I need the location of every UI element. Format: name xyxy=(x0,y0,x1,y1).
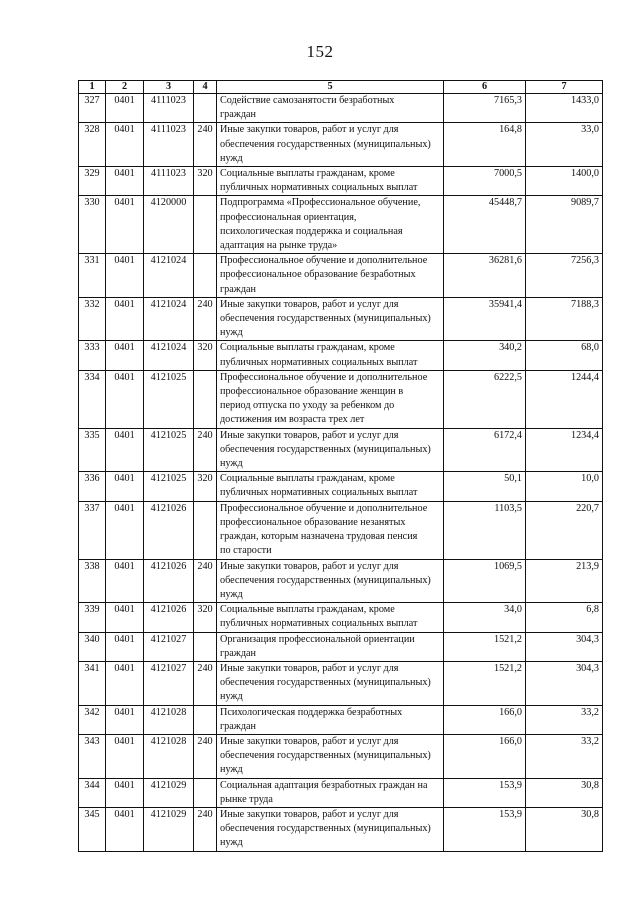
row-number-cell: 334 xyxy=(79,370,106,428)
amount-col6-cell: 34,0 xyxy=(444,603,526,632)
row-number-cell: 340 xyxy=(79,632,106,661)
section-code-cell: 0401 xyxy=(106,254,144,298)
table-body xyxy=(79,94,603,852)
description-cell: Иные закупки товаров, работ и услуг для обеспечения государственных (муниципальных) нужд xyxy=(217,661,444,705)
amount-col7-cell: 1400,0 xyxy=(526,167,603,196)
description-cell: Социальные выплаты гражданам, кроме публичных нормативных социальных выплат xyxy=(217,167,444,196)
column-header-4: 4 xyxy=(194,81,217,94)
row-number-cell: 332 xyxy=(79,297,106,341)
section-code-cell: 0401 xyxy=(106,196,144,254)
amount-col7-cell: 7256,3 xyxy=(526,254,603,298)
section-code-cell: 0401 xyxy=(106,705,144,734)
row-number-cell: 329 xyxy=(79,167,106,196)
section-code-cell: 0401 xyxy=(106,472,144,501)
amount-col7-cell: 213,9 xyxy=(526,559,603,603)
target-code-cell: 4121027 xyxy=(144,661,194,705)
target-code-cell: 4121027 xyxy=(144,632,194,661)
table-row xyxy=(79,501,603,559)
table-row xyxy=(79,254,603,298)
section-code-cell: 0401 xyxy=(106,603,144,632)
target-code-cell: 4120000 xyxy=(144,196,194,254)
table-row xyxy=(79,341,603,370)
amount-col7-cell: 33,2 xyxy=(526,734,603,778)
amount-col6-cell: 164,8 xyxy=(444,123,526,167)
description-cell: Профессиональное обучение и дополнительное профессиональное образование незанятых граждан, которым назначена трудовая пенсия по старости xyxy=(217,501,444,559)
section-code-cell: 0401 xyxy=(106,428,144,472)
expense-type-cell: 240 xyxy=(194,123,217,167)
row-number-cell: 343 xyxy=(79,734,106,778)
target-code-cell: 4121028 xyxy=(144,705,194,734)
amount-col6-cell: 1103,5 xyxy=(444,501,526,559)
amount-col7-cell: 220,7 xyxy=(526,501,603,559)
amount-col6-cell: 7165,3 xyxy=(444,94,526,123)
expense-type-cell xyxy=(194,370,217,428)
description-cell: Профессиональное обучение и дополнительное профессиональное образование безработных граждан xyxy=(217,254,444,298)
column-header-2: 2 xyxy=(106,81,144,94)
target-code-cell: 4111023 xyxy=(144,94,194,123)
column-header-7: 7 xyxy=(526,81,603,94)
target-code-cell: 4121026 xyxy=(144,603,194,632)
table-row xyxy=(79,559,603,603)
table-row xyxy=(79,370,603,428)
expense-type-cell: 320 xyxy=(194,603,217,632)
expense-type-cell xyxy=(194,254,217,298)
table-row xyxy=(79,778,603,807)
description-cell: Подпрограмма «Профессиональное обучение, профессиональная ориентация, психологическая поддержка и социальная адаптация на рынке труда» xyxy=(217,196,444,254)
target-code-cell: 4121024 xyxy=(144,341,194,370)
description-cell: Иные закупки товаров, работ и услуг для обеспечения государственных (муниципальных) нужд xyxy=(217,807,444,851)
section-code-cell: 0401 xyxy=(106,94,144,123)
section-code-cell: 0401 xyxy=(106,501,144,559)
budget-table xyxy=(78,80,603,852)
description-cell: Иные закупки товаров, работ и услуг для обеспечения государственных (муниципальных) нужд xyxy=(217,559,444,603)
expense-type-cell xyxy=(194,632,217,661)
row-number-cell: 331 xyxy=(79,254,106,298)
table-row xyxy=(79,428,603,472)
amount-col6-cell: 6172,4 xyxy=(444,428,526,472)
expense-type-cell: 320 xyxy=(194,341,217,370)
column-header-3: 3 xyxy=(144,81,194,94)
amount-col6-cell: 153,9 xyxy=(444,778,526,807)
amount-col6-cell: 153,9 xyxy=(444,807,526,851)
section-code-cell: 0401 xyxy=(106,559,144,603)
amount-col6-cell: 7000,5 xyxy=(444,167,526,196)
amount-col7-cell: 68,0 xyxy=(526,341,603,370)
target-code-cell: 4121025 xyxy=(144,370,194,428)
column-header-5: 5 xyxy=(217,81,444,94)
target-code-cell: 4121026 xyxy=(144,559,194,603)
table-row xyxy=(79,167,603,196)
expense-type-cell xyxy=(194,705,217,734)
target-code-cell: 4111023 xyxy=(144,123,194,167)
table-row xyxy=(79,661,603,705)
row-number-cell: 341 xyxy=(79,661,106,705)
expense-type-cell xyxy=(194,196,217,254)
row-number-cell: 344 xyxy=(79,778,106,807)
amount-col6-cell: 35941,4 xyxy=(444,297,526,341)
table-row xyxy=(79,196,603,254)
row-number-cell: 330 xyxy=(79,196,106,254)
section-code-cell: 0401 xyxy=(106,297,144,341)
amount-col7-cell: 6,8 xyxy=(526,603,603,632)
amount-col7-cell: 304,3 xyxy=(526,632,603,661)
description-cell: Иные закупки товаров, работ и услуг для обеспечения государственных (муниципальных) нужд xyxy=(217,297,444,341)
description-cell: Организация профессиональной ориентации граждан xyxy=(217,632,444,661)
amount-col7-cell: 1433,0 xyxy=(526,94,603,123)
row-number-cell: 336 xyxy=(79,472,106,501)
amount-col6-cell: 45448,7 xyxy=(444,196,526,254)
description-cell: Иные закупки товаров, работ и услуг для обеспечения государственных (муниципальных) нужд xyxy=(217,734,444,778)
section-code-cell: 0401 xyxy=(106,661,144,705)
expense-type-cell xyxy=(194,778,217,807)
expense-type-cell: 240 xyxy=(194,559,217,603)
description-cell: Содействие самозанятости безработных граждан xyxy=(217,94,444,123)
description-cell: Социальные выплаты гражданам, кроме публичных нормативных социальных выплат xyxy=(217,603,444,632)
table-row xyxy=(79,297,603,341)
expense-type-cell: 240 xyxy=(194,807,217,851)
description-cell: Иные закупки товаров, работ и услуг для обеспечения государственных (муниципальных) нужд xyxy=(217,428,444,472)
section-code-cell: 0401 xyxy=(106,167,144,196)
description-cell: Социальные выплаты гражданам, кроме публичных нормативных социальных выплат xyxy=(217,341,444,370)
section-code-cell: 0401 xyxy=(106,341,144,370)
row-number-cell: 337 xyxy=(79,501,106,559)
expense-type-cell: 240 xyxy=(194,428,217,472)
target-code-cell: 4121028 xyxy=(144,734,194,778)
page-number: 152 xyxy=(306,42,334,61)
expense-type-cell xyxy=(194,501,217,559)
description-cell: Социальная адаптация безработных граждан на рынке труда xyxy=(217,778,444,807)
table-header-row xyxy=(79,81,603,94)
description-cell: Профессиональное обучение и дополнительное профессиональное образование женщин в период отпуска по уходу за ребенком до достижения им возраста трех лет xyxy=(217,370,444,428)
expense-type-cell: 320 xyxy=(194,472,217,501)
amount-col6-cell: 340,2 xyxy=(444,341,526,370)
expense-type-cell: 240 xyxy=(194,661,217,705)
table-row xyxy=(79,734,603,778)
section-code-cell: 0401 xyxy=(106,778,144,807)
expense-type-cell: 240 xyxy=(194,297,217,341)
target-code-cell: 4111023 xyxy=(144,167,194,196)
table-row xyxy=(79,807,603,851)
amount-col7-cell: 33,2 xyxy=(526,705,603,734)
amount-col7-cell: 7188,3 xyxy=(526,297,603,341)
row-number-cell: 333 xyxy=(79,341,106,370)
row-number-cell: 328 xyxy=(79,123,106,167)
amount-col6-cell: 166,0 xyxy=(444,705,526,734)
row-number-cell: 335 xyxy=(79,428,106,472)
amount-col6-cell: 1069,5 xyxy=(444,559,526,603)
amount-col7-cell: 1244,4 xyxy=(526,370,603,428)
target-code-cell: 4121025 xyxy=(144,428,194,472)
section-code-cell: 0401 xyxy=(106,370,144,428)
table-row xyxy=(79,632,603,661)
description-cell: Психологическая поддержка безработных граждан xyxy=(217,705,444,734)
target-code-cell: 4121024 xyxy=(144,254,194,298)
amount-col7-cell: 1234,4 xyxy=(526,428,603,472)
target-code-cell: 4121029 xyxy=(144,807,194,851)
amount-col7-cell: 304,3 xyxy=(526,661,603,705)
target-code-cell: 4121025 xyxy=(144,472,194,501)
target-code-cell: 4121026 xyxy=(144,501,194,559)
section-code-cell: 0401 xyxy=(106,632,144,661)
row-number-cell: 327 xyxy=(79,94,106,123)
amount-col7-cell: 33,0 xyxy=(526,123,603,167)
column-header-6: 6 xyxy=(444,81,526,94)
amount-col6-cell: 1521,2 xyxy=(444,661,526,705)
row-number-cell: 338 xyxy=(79,559,106,603)
row-number-cell: 345 xyxy=(79,807,106,851)
amount-col7-cell: 30,8 xyxy=(526,807,603,851)
table-row xyxy=(79,705,603,734)
target-code-cell: 4121024 xyxy=(144,297,194,341)
amount-col6-cell: 50,1 xyxy=(444,472,526,501)
table-row xyxy=(79,94,603,123)
amount-col7-cell: 9089,7 xyxy=(526,196,603,254)
amount-col6-cell: 166,0 xyxy=(444,734,526,778)
amount-col6-cell: 1521,2 xyxy=(444,632,526,661)
amount-col7-cell: 30,8 xyxy=(526,778,603,807)
target-code-cell: 4121029 xyxy=(144,778,194,807)
amount-col6-cell: 6222,5 xyxy=(444,370,526,428)
expense-type-cell: 240 xyxy=(194,734,217,778)
expense-type-cell xyxy=(194,94,217,123)
row-number-cell: 339 xyxy=(79,603,106,632)
description-cell: Иные закупки товаров, работ и услуг для обеспечения государственных (муниципальных) нужд xyxy=(217,123,444,167)
description-cell: Социальные выплаты гражданам, кроме публичных нормативных социальных выплат xyxy=(217,472,444,501)
section-code-cell: 0401 xyxy=(106,807,144,851)
amount-col6-cell: 36281,6 xyxy=(444,254,526,298)
table-row xyxy=(79,472,603,501)
table-row xyxy=(79,123,603,167)
column-header-1: 1 xyxy=(79,81,106,94)
section-code-cell: 0401 xyxy=(106,123,144,167)
section-code-cell: 0401 xyxy=(106,734,144,778)
amount-col7-cell: 10,0 xyxy=(526,472,603,501)
expense-type-cell: 320 xyxy=(194,167,217,196)
table-row xyxy=(79,603,603,632)
row-number-cell: 342 xyxy=(79,705,106,734)
